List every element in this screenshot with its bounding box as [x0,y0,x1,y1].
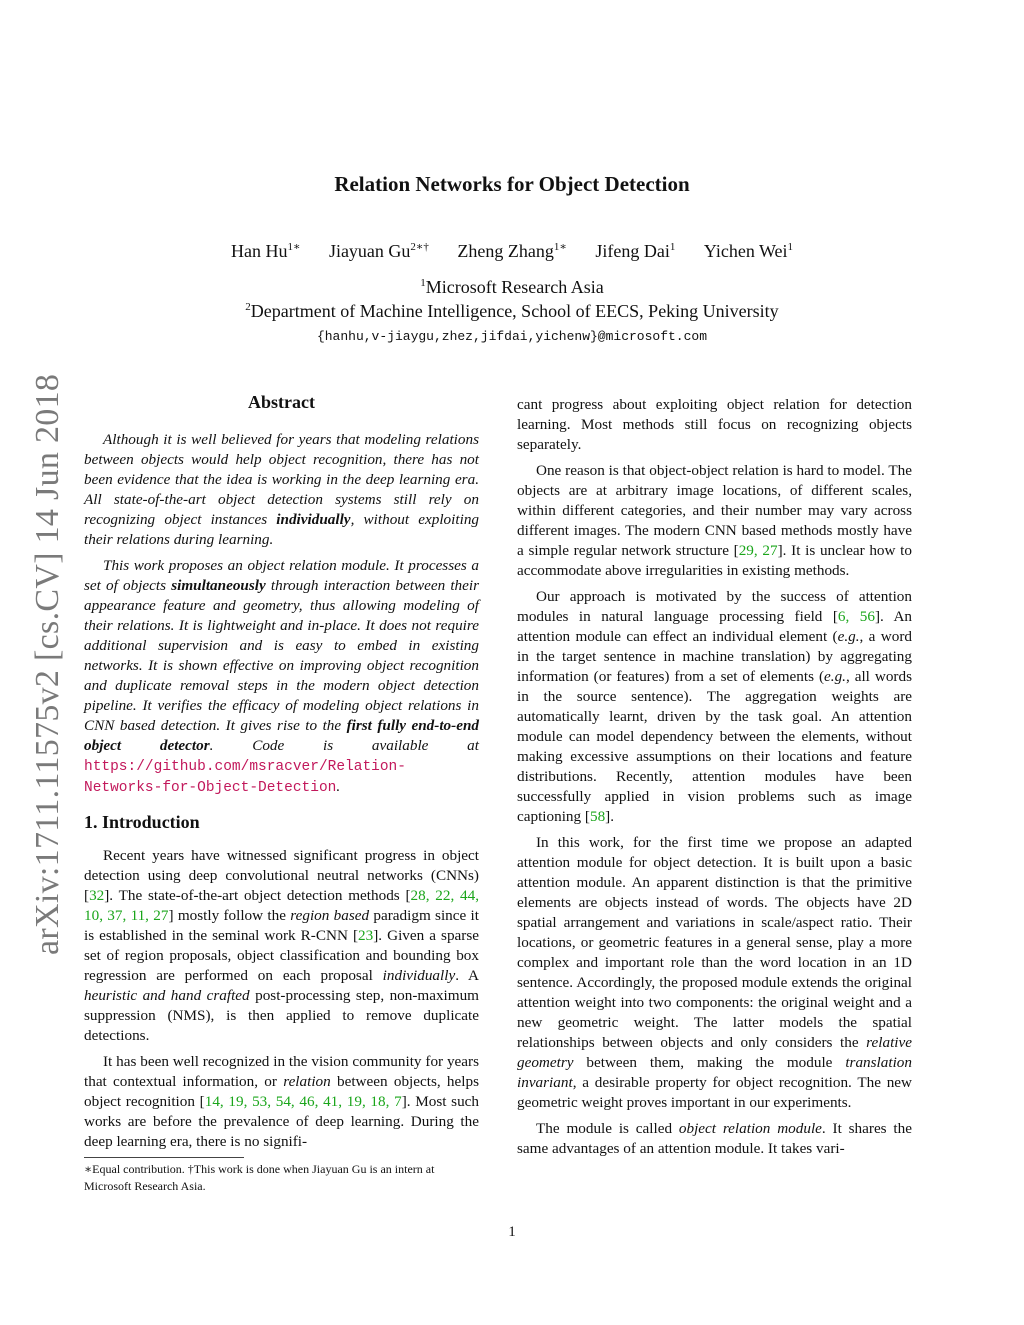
citation[interactable]: 6, 56 [837,608,875,625]
intro-paragraph: It has been well recognized in the vision community for years that contextual information, or relation between objects, helps object recognition [14, 19, 53, 54, 46, 41, 19, 18, 7]. Most such works are before the prevalence of deep learning. During the deep learning era, there is no signifi- [84,1053,480,1150]
section-heading-introduction: 1. Introduction [84,812,200,832]
citation[interactable]: 58 [589,808,606,825]
arxiv-stamp: arXiv:1711.11575v2 [cs.CV] 14 Jun 2018 [29,373,66,955]
body-paragraph: cant progress about exploiting object relation for detection learning. Most methods still focus on recognizing objects separately. [517,396,912,453]
citation[interactable]: 32 [89,887,105,904]
author-emails: {hanhu,v-jiaygu,zhez,jifdai,yichenw}@microsoft.com [316,329,708,344]
affiliation-1: $^1$Microsoft Research Asia [420,277,604,297]
author: Jifeng Dai$^1$ [595,241,676,261]
citation[interactable]: 29, 27 [738,542,778,559]
code-link[interactable]: https://github.com/msracver/Relation-Networks-for-Object-Detection [84,759,406,796]
right-column [517,395,912,1165]
footnote-divider [84,1157,244,1158]
body-paragraph: In this work, for the first time we propose an adapted attention module for object detection. It is built upon a basic attention module. An apparent distinction is that the primitive elements are objects instead of words. The objects have 2D spatial arrangement and variations in scale/aspect ratio. Their locations, or geometric features in a general sense, play a more complex and important role than the word location in an 1D sentence. Accordingly, the proposed module extends the original attention weight into two components: the original weight and a new geometric weight. The latter models the spatial relationships between objects and only considers the relative geometry between them, making the module translation invariant, a desirable property for object recognition. The new geometric weight proves important in our experiments. [517,834,912,1111]
affiliation-2: $^2$Department of Machine Intelligence, School of EECS, Peking University [245,301,779,321]
abstract-body [84,430,479,798]
body-paragraph: Our approach is motivated by the success of attention modules in natural language processing field [6, 56]. An attention module can effect an individual element (e.g., a word in the target sentence in machine translation) by aggregating information (or features) from a set of elements (e.g., all words in the source sentence). The aggregation weights are automatically learnt, driven by the task goal. An attention module can model dependency between the elements, without making excessive assumptions on their locations and feature distributions. Recently, attention modules have been successfully applied in vision problems such as image captioning [58]. [517,588,913,825]
citation[interactable]: 28, 22, 44, 10, 37, 11, 27 [84,887,480,924]
paper-title: Relation Networks for Object Detection [334,172,690,196]
intro-paragraph: Recent years have witnessed significant progress in object detection using deep convolutional neutral networks (CNNs) [32]. The state-of-the-art object detection methods [28, 22, 44, 10, 37, 11, 27] mostly follow the region based paradigm since it is established in the seminal work R-CNN [23]. Given a sparse set of region proposals, object classification and bounding box regression are performed on each proposal individually. A heuristic and hand crafted post-processing step, non-maximum suppression (NMS), is then applied to remove duplicate detections. [84,847,480,1044]
footnote: ∗Equal contribution. †This work is done when Jiayuan Gu is an intern at Microsoft Research Asia. [84,1162,435,1193]
abstract-paragraph: This work proposes an object relation module. It processes a set of objects simultaneously through interaction between their appearance feature and geometry, thus allowing modeling of their relations. It is lightweight and in-place. It does not require additional supervision and is easy to embed in existing networks. It is shown effective on improving object recognition and duplicate removal steps in the modern object detection pipeline. It verifies the efficacy of modeling object relations in CNN based detection. It gives rise to the first fully end-to-end object detector. Code is available at https://github.com/msracver/Relation-Networks-for-Object-Detection. [84,557,480,796]
author: Zheng Zhang$^{1∗}$ [457,241,567,261]
left-column [84,392,479,1158]
body-paragraph: The module is called object relation module. It shares the same advantages of an attention module. It takes vari- [517,1120,912,1157]
body-paragraph: One reason is that object-object relation is hard to model. The objects are at arbitrary image locations, of different scales, within different categories, and their number may vary across different images. The modern CNN based methods mostly have a simple regular network structure [29, 27]. It is unclear how to accommodate above irregularities in existing methods. [517,462,912,579]
author: Yichen Wei$^1$ [703,241,794,261]
author-list [0,240,1024,262]
author: Jiayuan $Gu^{2∗\dagger}$ [328,241,429,261]
abstract-heading: Abstract [248,392,315,412]
citation[interactable]: 23 [358,927,374,944]
abstract-paragraph: Although it is well believed for years that modeling relations between objects would help object recognition, there has not been evidence that the idea is working in the deep learning era. All state-of-the-art object detection systems still rely on recognizing object instances individually, without exploiting their relations during learning. [84,431,480,548]
citation[interactable]: 14, 19, 53, 54, 46, 41, 19, 18, 7 [204,1093,402,1110]
author: Han $Hu^{1∗}$ [230,241,301,261]
page-number: 1 [508,1224,516,1240]
